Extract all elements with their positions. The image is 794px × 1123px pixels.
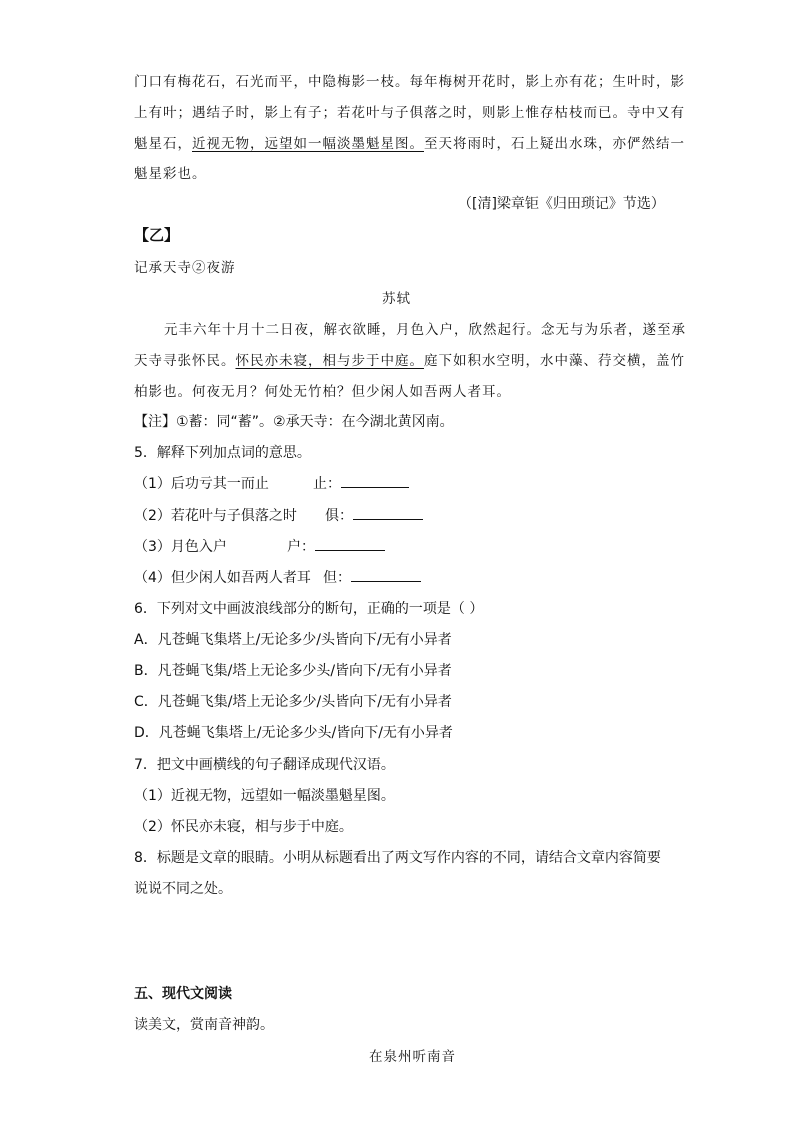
underlined-sentence-yi: 怀民亦未寝，相与步于中庭。	[235, 353, 424, 369]
item-text: （1）后功亏其一而止	[134, 476, 269, 492]
passage-yi-line-2	[134, 349, 685, 369]
passage-yi-line-2-start: 天寺寻张怀民。	[134, 353, 236, 369]
answer-label: 但：	[323, 567, 421, 587]
item-text: （2）若花叶与子俱落之时	[134, 508, 297, 524]
question-7-item: （2）怀民亦未寝，相与步于中庭。	[134, 819, 353, 835]
section-heading-yi: 【乙】	[134, 226, 180, 244]
passage-jia-line-3-start: 魁星石，	[134, 136, 192, 152]
question-7-item: （1）近视无物，远望如一幅淡墨魁星图。	[134, 788, 395, 804]
question-6-stem: 6．下列对文中画波浪线部分的断句，正确的一项是（ ）	[134, 601, 484, 617]
passage-yi-line-1: 元丰六年十月十二日夜，解衣欲睡，月色入户，欣然起行。念无与为乐者，遂至承	[164, 322, 686, 338]
passage-jia-line-3-end: 至天将雨时，石上疑出水珠，亦俨然结一	[424, 136, 685, 152]
section-5-article-title: 在泉州听南音	[369, 1049, 456, 1065]
question-5-item	[134, 505, 297, 525]
question-5-item	[134, 567, 311, 587]
answer-blank[interactable]	[315, 536, 385, 551]
option-c[interactable]: C．凡苍蝇飞集/塔上无论多少/头皆向下/无有小异者	[134, 694, 452, 710]
question-5-stem: 5．解释下列加点词的意思。	[134, 445, 311, 461]
annotation-note: 【注】①蓄：同“蓄”。②承天寺：在今湖北黄冈南。	[134, 414, 454, 430]
item-text: （3）月色入户	[134, 539, 227, 555]
passage-yi-line-2-end: 庭下如积水空明，水中藻、荇交横，盖竹	[424, 353, 685, 369]
answer-blank[interactable]	[351, 567, 421, 582]
question-7-stem: 7．把文中画横线的句子翻译成现代汉语。	[134, 757, 395, 773]
passage-yi-author: 苏轼	[382, 291, 411, 307]
passage-jia-line-3	[134, 132, 685, 152]
question-8-line-2: 说说不同之处。	[134, 881, 232, 897]
question-5-item	[134, 536, 227, 556]
passage-jia-line-4: 魁星彩也。	[134, 166, 207, 182]
answer-label: 户：	[287, 536, 385, 556]
option-b[interactable]: B．凡苍蝇飞集/塔上无论多少头/皆向下/无有小异者	[134, 663, 452, 679]
answer-blank[interactable]	[353, 505, 423, 520]
option-d[interactable]: D．凡苍蝇飞集塔上/无论多少头/皆向下/无有小异者	[134, 725, 453, 741]
item-text: （4）但少闲人如吾两人者耳	[134, 570, 311, 586]
question-5-item	[134, 473, 269, 493]
answer-label: 俱：	[325, 505, 423, 525]
option-a[interactable]: A．凡苍蝇飞集塔上/无论多少/头皆向下/无有小异者	[134, 632, 452, 648]
answer-label: 止：	[313, 473, 409, 493]
underlined-sentence-jia: 近视无物，远望如一幅淡墨魁星图。	[192, 136, 424, 152]
question-8-line-1: 8．标题是文章的眼睛。小明从标题看出了两文写作内容的不同，请结合文章内容简要	[134, 850, 661, 866]
section-5-heading: 五、现代文阅读	[134, 986, 232, 1002]
passage-yi-title: 记承天寺②夜游	[134, 260, 236, 276]
section-5-intro: 读美文，赏南音神韵。	[134, 1017, 274, 1033]
answer-blank[interactable]	[341, 473, 409, 488]
passage-jia-line-1: 门口有梅花石，石光而平，中隐梅影一枝。每年梅树开花时，影上亦有花；生叶时，影	[134, 74, 685, 90]
source-citation: （[清]梁章钜《归田琐记》节选）	[458, 196, 665, 212]
passage-yi-line-3: 柏影也。何夜无月？何处无竹柏？但少闲人如吾两人者耳。	[134, 384, 511, 400]
passage-jia-line-2: 上有叶；遇结子时，影上有子；若花叶与子俱落之时，则影上惟存枯枝而已。寺中又有	[134, 105, 685, 121]
